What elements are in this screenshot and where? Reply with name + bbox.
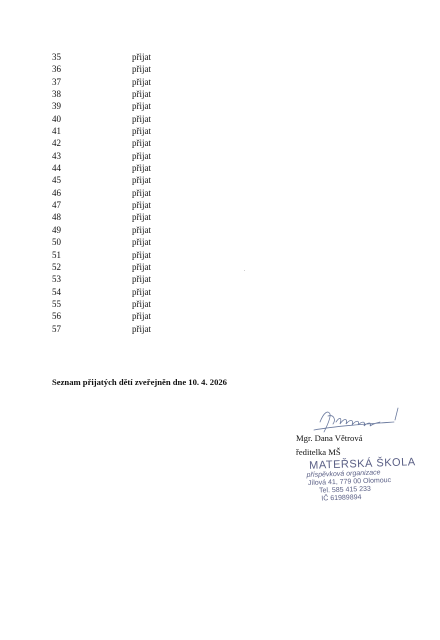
row-status: přijat [132, 187, 151, 198]
list-row [52, 298, 212, 310]
row-number: 49 [52, 224, 61, 235]
row-number: 53 [52, 274, 61, 285]
row-status: přijat [132, 150, 151, 161]
row-number: 43 [52, 150, 61, 161]
list-row [52, 76, 212, 88]
published-note: Seznam přijatých dětí zveřejněn dne 10. 4. 2026 [52, 377, 227, 387]
list-row [52, 174, 212, 186]
signer-role: ředitelka MŠ [296, 447, 341, 457]
list-row [52, 249, 212, 261]
row-status: přijat [132, 224, 151, 235]
row-number: 44 [52, 163, 61, 174]
signer-name: Mgr. Dana Větrová [296, 433, 363, 443]
list-row [52, 310, 212, 322]
row-status: přijat [132, 113, 151, 124]
list-row [52, 199, 212, 211]
row-status: přijat [132, 76, 151, 87]
row-status: přijat [132, 52, 151, 62]
list-row [52, 286, 212, 298]
list-row [52, 113, 212, 125]
row-status: přijat [132, 212, 151, 223]
list-row [52, 162, 212, 174]
stamp-ic: IČ 61989894 [321, 494, 362, 503]
stamp-subtitle: příspěvková organizace [306, 469, 381, 479]
row-status: přijat [132, 175, 151, 186]
row-number: 39 [52, 101, 61, 112]
row-number: 45 [52, 175, 61, 186]
list-row [52, 100, 212, 112]
row-status: přijat [132, 249, 151, 260]
row-number: 46 [52, 187, 61, 198]
list-row [52, 88, 212, 100]
row-number: 50 [52, 237, 61, 248]
list-row [52, 150, 212, 162]
row-status: přijat [132, 261, 151, 272]
row-number: 54 [52, 286, 61, 297]
list-row [52, 125, 212, 137]
list-row [52, 137, 212, 149]
row-number: 38 [52, 89, 61, 100]
admission-list [52, 51, 212, 335]
row-number: 51 [52, 249, 61, 260]
row-number: 56 [52, 311, 61, 322]
row-number: 57 [52, 323, 61, 334]
row-number: 41 [52, 126, 61, 137]
list-row [52, 187, 212, 199]
row-number: 48 [52, 212, 61, 223]
list-row [52, 261, 212, 273]
list-row [52, 211, 212, 223]
row-number: 35 [52, 52, 61, 62]
list-row [52, 323, 212, 335]
row-status: přijat [132, 286, 151, 297]
row-number: 40 [52, 113, 61, 124]
row-number: 36 [52, 64, 61, 75]
row-status: přijat [132, 298, 151, 309]
list-row [52, 236, 212, 248]
row-number: 47 [52, 200, 61, 211]
row-number: 52 [52, 261, 61, 272]
list-row [52, 273, 212, 285]
row-number: 37 [52, 76, 61, 87]
row-number: 42 [52, 138, 61, 149]
row-status: přijat [132, 274, 151, 285]
row-status: přijat [132, 323, 151, 334]
row-number: 55 [52, 298, 61, 309]
list-row [52, 63, 212, 75]
row-status: přijat [132, 89, 151, 100]
row-status: přijat [132, 237, 151, 248]
stamp-address: Jílová 41, 779 00 Olomouc [307, 477, 392, 487]
stamp-title: MATEŘSKÁ ŠKOLA [308, 456, 416, 472]
stamp-phone: Tel. 585 415 233 [318, 485, 371, 495]
list-row [52, 224, 212, 236]
row-status: přijat [132, 64, 151, 75]
row-status: přijat [132, 311, 151, 322]
scan-speck [244, 270, 245, 271]
row-status: přijat [132, 138, 151, 149]
row-status: přijat [132, 126, 151, 137]
row-status: přijat [132, 101, 151, 112]
school-stamp [306, 456, 417, 504]
row-status: přijat [132, 200, 151, 211]
list-row [52, 51, 212, 63]
row-status: přijat [132, 163, 151, 174]
